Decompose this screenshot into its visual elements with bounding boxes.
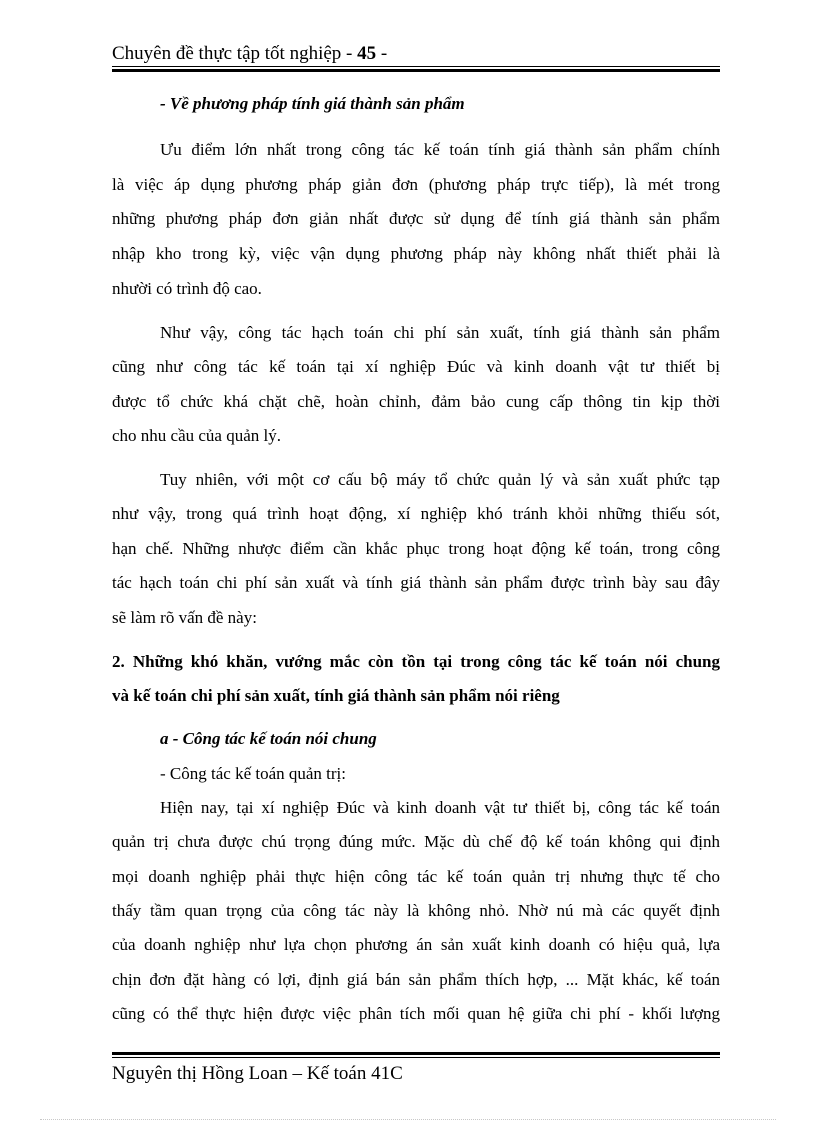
header-suffix: - [380,43,388,64]
paragraph-line: sẽ làm rõ vấn đề này: [112,608,257,627]
header-rule-thin [112,66,720,67]
paragraph-line: nhười có trình độ cao. [112,279,262,298]
paragraph-line: thấy tầm quan trọng của công tác này là không nhỏ. Nhờ nú mà các quyết định [112,901,720,920]
paragraph-line: chịn đơn đặt hàng có lợi, định giá bán sản phẩm thích hợp, ... Mặt khác, kế toán [112,970,720,989]
paragraph-line: Ưu điểm lớn nhất trong công tác kế toán tính giá thành sản phẩm chính [160,140,720,159]
section-heading: 2. Những khó khăn, vướng mắc còn tồn tại trong công tác kế toán nói chung [112,652,720,671]
section-heading-cont: và kế toán chi phí sản xuất, tính giá thành sản phẩm nói riêng [112,686,560,705]
paragraph-line: mọi doanh nghiệp phải thực hiện công tác kế toán quản trị nhưng thực tế cho [112,867,720,886]
heading-method: - Về phương pháp tính giá thành sản phẩm [160,94,465,113]
page-header [112,42,387,66]
paragraph-line: tác hạch toán chi phí sản xuất và tính giá thành sản phẩm được trình bày sau đây [112,573,720,592]
paragraph-line: hạn chế. Những nhược điểm cần khắc phục trong hoạt động kế toán, trong công [112,539,720,558]
paragraph-line: quản trị chưa được chú trọng đúng mức. Mặc dù chế độ kế toán không qui định [112,832,720,851]
subheading: a - Công tác kế toán nói chung [160,729,377,748]
sub-item: - Công tác kế toán quản trị: [160,764,347,783]
paragraph-line: nhập kho trong kỳ, việc vận dụng phương pháp này không nhất thiết phải là [112,244,720,263]
paragraph-line: những phương pháp đơn giản nhất được sử dụng để tính giá thành sản phẩm [112,209,720,228]
paragraph-line: của doanh nghiệp như lựa chọn phương án sản xuất kinh doanh có hiệu quả, lựa [112,935,720,954]
paragraph-line: như vậy, trong quá trình hoạt động, xí nghiệp khó tránh khỏi những thiếu sót, [112,504,720,523]
paragraph-line: Tuy nhiên, với một cơ cấu bộ máy tổ chức quản lý và sản xuất phức tạp [160,470,720,489]
paragraph-line: được tổ chức khá chặt chẽ, hoàn chỉnh, đảm bảo cung cấp thông tin kịp thời [112,392,720,411]
paragraph-line: là việc áp dụng phương pháp giản đơn (phương pháp trực tiếp), là mét trong [112,175,720,194]
footer-rule-thick [112,1052,720,1055]
page-footer: Nguyên thị Hồng Loan – Kế toán 41C [112,1063,403,1084]
paragraph-line: cũng như công tác kế toán tại xí nghiệp Đúc và kinh doanh vật tư thiết bị [112,357,720,376]
paragraph-line: Như vậy, công tác hạch toán chi phí sản xuất, tính giá thành sản phẩm [160,323,720,342]
page-number: 45 [357,43,377,64]
page-bottom-dotted-border [40,1119,776,1120]
paragraph-line: cho nhu cầu của quản lý. [112,426,281,445]
paragraph-line: cũng có thể thực hiện được việc phân tích mối quan hệ giữa chi phí - khối lượng [112,1004,720,1023]
header-title: Chuyên đề thực tập tốt nghiệp - [112,43,353,64]
paragraph-line: Hiện nay, tại xí nghiệp Đúc và kinh doanh vật tư thiết bị, công tác kế toán [160,798,720,817]
header-rule-thick [112,69,720,72]
footer-rule-thin [112,1057,720,1058]
